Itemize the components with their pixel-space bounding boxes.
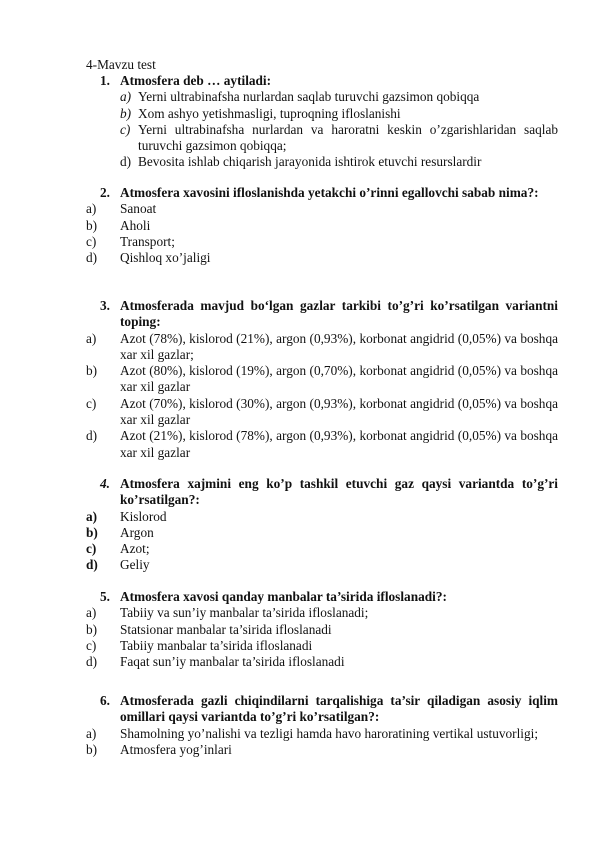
option-label: b) (86, 524, 98, 540)
option-text: Statsionar manbalar ta’sirida ifloslanadi (120, 621, 332, 637)
option-c (86, 396, 558, 429)
option-list (86, 726, 558, 759)
option-label: d) (86, 250, 98, 266)
question-number: 5. (100, 589, 110, 604)
option-d (86, 250, 558, 266)
page-title: 4-Mavzu test (86, 57, 156, 72)
option-d (86, 654, 558, 670)
option-text: Azot (80%), kislorod (19%), argon (0,70%), korbonat angidrid (0,05%) va boshqa xar xil gazlar (120, 363, 558, 395)
option-c (120, 122, 558, 155)
option-a (120, 89, 558, 105)
option-b (86, 218, 558, 234)
option-b (120, 106, 558, 122)
option-a (86, 331, 558, 364)
option-text: Azot (70%), kislorod (30%), argon (0,93%), korbonat angidrid (0,05%) va boshqa xar xil gazlar (120, 395, 558, 428)
option-list (86, 331, 558, 461)
option-text: Geliy (120, 557, 150, 573)
option-text: Sanoat (120, 201, 157, 217)
question-number: 2. (100, 185, 110, 200)
option-text: Tabiiy va sun’iy manbalar ta’sirida ifloslanadi; (120, 605, 369, 621)
question-3 (86, 298, 558, 461)
question-number: 4. (100, 476, 110, 491)
option-text: Argon (120, 524, 154, 540)
option-label: a) (86, 508, 98, 524)
option-label: d) (86, 428, 98, 444)
option-a (86, 509, 558, 525)
option-label: a) (86, 201, 97, 217)
question-number: 1. (100, 73, 110, 88)
option-label: c) (86, 541, 97, 557)
option-label: a) (86, 330, 97, 346)
question-text: Atmosferada mavjud bo‘lgan gazlar tarkibi to’g’ri ko’rsatilgan variantni toping: (120, 298, 558, 330)
option-text: Faqat sun’iy manbalar ta’sirida ifloslanadi (120, 654, 345, 670)
option-label: c) (86, 233, 97, 249)
option-text: Bevosita ishlab chiqarish jarayonida ishtirok etuvchi resurslardir (138, 154, 482, 170)
option-text: Tabiiy manbalar ta’sirida ifloslanadi (120, 637, 313, 653)
option-d (86, 557, 558, 573)
option-text: Xom ashyo yetishmasligi, tuproqning ifloslanishi (138, 105, 401, 121)
option-label: b) (86, 217, 98, 233)
question-1 (100, 73, 558, 171)
question-text: Atmosfera xavosi qanday manbalar ta’sirida ifloslanadi?: (120, 589, 447, 604)
option-list (86, 509, 558, 574)
question-4 (86, 476, 558, 574)
question-5 (86, 589, 558, 670)
option-label: c) (120, 121, 131, 137)
option-label: a) (86, 725, 97, 741)
option-text: Yerni ultrabinafsha nurlardan saqlab turuvchi gazsimon qobiqqa (138, 89, 480, 105)
option-d (86, 428, 558, 461)
option-label: d) (86, 654, 98, 670)
option-c (86, 541, 558, 557)
option-text: Shamolning yo’nalishi va tezligi hamda havo haroratining vertikal ustuvorligi; (120, 725, 539, 741)
option-text: Azot (78%), kislorod (21%), argon (0,93%), korbonat angidrid (0,05%) va boshqa xar xil gazlar; (120, 330, 558, 362)
option-list (120, 89, 558, 170)
question-number: 6. (100, 693, 110, 708)
option-label: a) (120, 89, 132, 105)
option-label: a) (86, 605, 97, 621)
option-label: d) (86, 557, 98, 573)
option-label: c) (86, 395, 97, 411)
question-2 (86, 185, 558, 266)
question-6 (86, 693, 558, 758)
question-text: Atmosferada gazli chiqindilarni tarqalishiga ta’sir qiladigan asosiy iqlim omillari qaysi variantda to’g’ri ko’rsatilgan?: (120, 693, 558, 725)
question-number: 3. (100, 298, 110, 313)
option-text: Azot (21%), kislorod (78%), argon (0,93%), korbonat angidrid (0,05%) va boshqa xar xil gazlar (120, 428, 558, 460)
option-text: Yerni ultrabinafsha nurlardan va haroratni keskin o’zgarishlaridan saqlab turuvchi gazsimon qobiqqa; (138, 121, 558, 154)
option-label: c) (86, 637, 97, 653)
option-label: b) (120, 105, 132, 121)
question-text: Atmosfera deb … aytiladi: (120, 73, 272, 88)
option-label: d) (120, 154, 132, 170)
option-text: Kislorod (120, 508, 167, 524)
option-b (86, 622, 558, 638)
option-d (120, 154, 558, 170)
option-b (86, 742, 558, 758)
question-text: Atmosfera xavosini ifloslanishda yetakchi o’rinni egallovchi sabab nima?: (120, 185, 539, 200)
option-label: b) (86, 741, 98, 757)
option-text: Atmosfera yog’inlari (120, 741, 232, 757)
option-list (86, 201, 558, 266)
option-text: Transport; (120, 233, 175, 249)
option-text: Qishloq xo’jaligi (120, 250, 211, 266)
option-label: b) (86, 621, 98, 637)
option-label: b) (86, 363, 98, 379)
option-text: Azot; (120, 541, 150, 557)
option-a (86, 605, 558, 621)
option-c (86, 234, 558, 250)
option-text: Aholi (120, 217, 151, 233)
question-text: Atmosfera xajmini eng ko’p tashkil etuvchi gaz qaysi variantda to’g’ri ko’rsatilgan?: (120, 476, 558, 508)
option-b (86, 525, 558, 541)
option-c (86, 638, 558, 654)
option-a (86, 201, 558, 217)
option-a (86, 726, 558, 742)
option-list (86, 605, 558, 670)
option-b (86, 363, 558, 396)
